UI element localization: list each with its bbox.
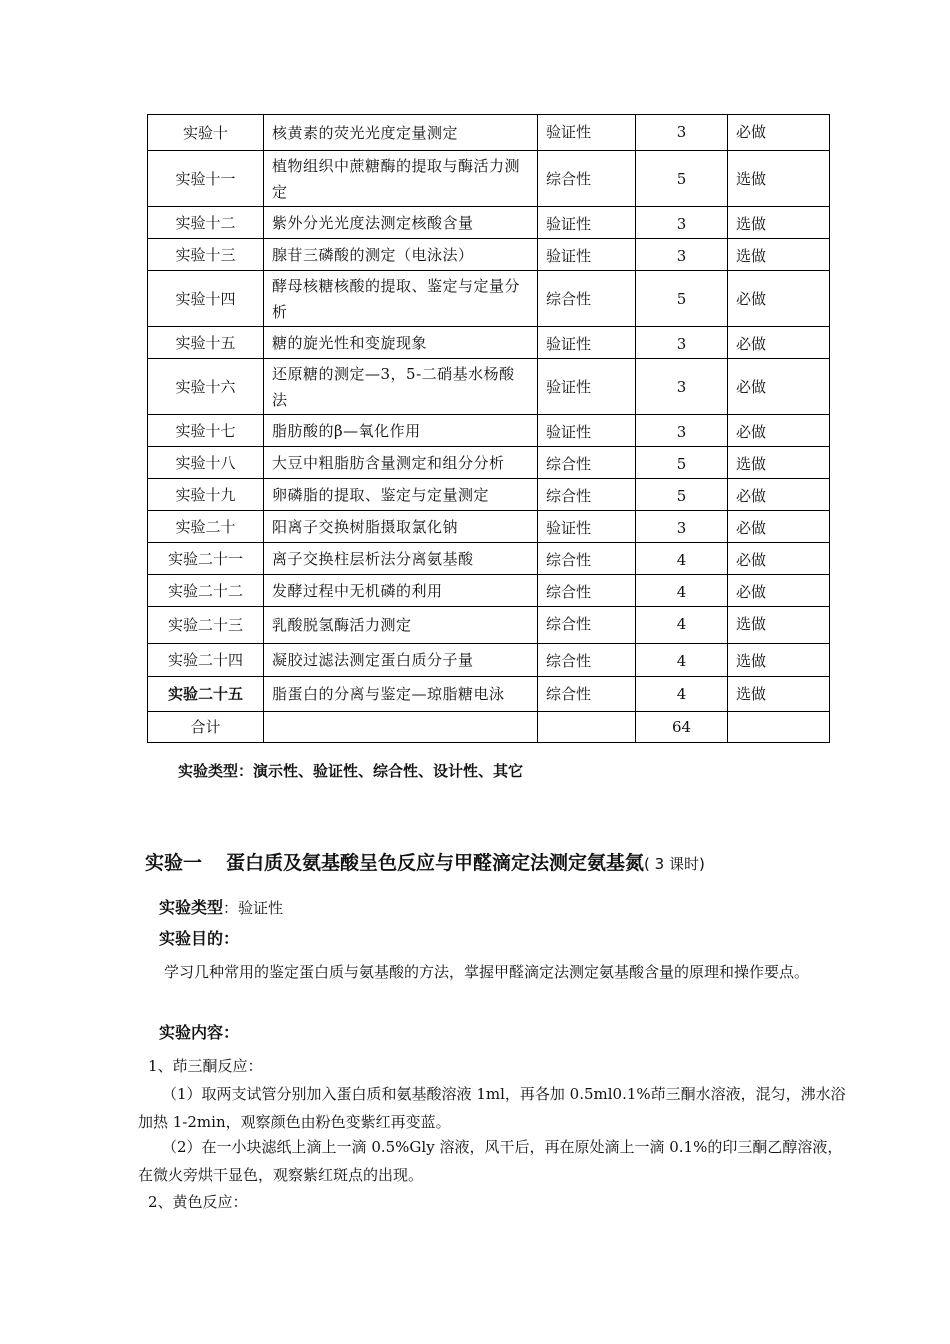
exp-requirement: 选做: [728, 447, 830, 479]
exp-hours: 3: [636, 327, 728, 359]
exp-hours: 4: [636, 575, 728, 607]
exp-name: 发酵过程中无机磷的利用: [264, 575, 538, 607]
exp-name: 腺苷三磷酸的测定（电泳法）: [264, 239, 538, 271]
exp-requirement: 必做: [728, 115, 830, 151]
exp-hours: 5: [636, 479, 728, 511]
exp-number: 实验二十: [148, 511, 264, 543]
table-total-row: [148, 712, 830, 743]
table-row: [148, 543, 830, 575]
exp-requirement: 必做: [728, 415, 830, 447]
total-empty-cell: [728, 712, 830, 743]
exp-hours: 5: [636, 151, 728, 207]
exp-requirement: 选做: [728, 207, 830, 239]
experiment-type-line: [159, 894, 283, 922]
section-title: [145, 848, 705, 875]
exp-hours: 3: [636, 359, 728, 415]
content-item-1-step-1: （1）取两支试管分别加入蛋白质和氨基酸溶液 1ml，再各加 0.5ml0.1%茚三酮水溶液，混匀，沸水浴加热 1-2min，观察颜色由粉色变紫红再变蓝。: [138, 1085, 846, 1131]
exp-hours: 4: [636, 543, 728, 575]
exp-name: 紫外分光光度法测定核酸含量: [264, 207, 538, 239]
exp-number: 实验十五: [148, 327, 264, 359]
exp-type: 验证性: [538, 511, 636, 543]
table-row: [148, 239, 830, 271]
table-row: [148, 607, 830, 644]
exp-type: 综合性: [538, 677, 636, 712]
total-label: 合计: [148, 712, 264, 743]
experiment-table: [147, 114, 830, 743]
exp-requirement: 必做: [728, 271, 830, 327]
exp-number: 实验十: [148, 115, 264, 151]
exp-hours: 3: [636, 415, 728, 447]
table-row: [148, 151, 830, 207]
table-row: [148, 271, 830, 327]
exp-type: 综合性: [538, 644, 636, 677]
exp-requirement: 选做: [728, 239, 830, 271]
exp-hours: 4: [636, 644, 728, 677]
table-row: [148, 415, 830, 447]
exp-name: 脂蛋白的分离与鉴定—琼脂糖电泳: [264, 677, 538, 712]
total-hours: 64: [636, 712, 728, 743]
exp-number: 实验十四: [148, 271, 264, 327]
content-item-1: 1、茚三酮反应：: [148, 1057, 263, 1075]
exp-name: 离子交换柱层析法分离氨基酸: [264, 543, 538, 575]
exp-type: 验证性: [538, 115, 636, 151]
exp-type: 综合性: [538, 479, 636, 511]
exp-number: 实验二十四: [148, 644, 264, 677]
exp-name: 酵母核糖核酸的提取、鉴定与定量分析: [264, 271, 538, 327]
exp-name: 核黄素的荧光光度定量测定: [264, 115, 538, 151]
exp-hours: 3: [636, 511, 728, 543]
exp-requirement: 必做: [728, 327, 830, 359]
exp-type: 验证性: [538, 359, 636, 415]
exp-type: 验证性: [538, 415, 636, 447]
content-item-2: 2、黄色反应：: [148, 1193, 248, 1211]
table-row: [148, 447, 830, 479]
exp-number: 实验十八: [148, 447, 264, 479]
exp-requirement: 必做: [728, 575, 830, 607]
exp-requirement: 选做: [728, 677, 830, 712]
exp-name: 植物组织中蔗糖酶的提取与酶活力测定: [264, 151, 538, 207]
exp-name: 乳酸脱氢酶活力测定: [264, 607, 538, 644]
exp-type: 综合性: [538, 543, 636, 575]
exp-requirement: 必做: [728, 511, 830, 543]
exp-type: 综合性: [538, 447, 636, 479]
exp-requirement: 选做: [728, 644, 830, 677]
exp-type: 综合性: [538, 151, 636, 207]
experiment-table-body: [148, 115, 830, 743]
exp-requirement: 必做: [728, 543, 830, 575]
exp-number: 实验二十二: [148, 575, 264, 607]
experiment-type-value: ：验证性: [223, 899, 284, 917]
exp-number: 实验十二: [148, 207, 264, 239]
total-empty-cell: [264, 712, 538, 743]
table-row: [148, 115, 830, 151]
exp-hours: 5: [636, 271, 728, 327]
total-empty-cell: [538, 712, 636, 743]
exp-type: 验证性: [538, 239, 636, 271]
table-row: [148, 359, 830, 415]
table-row: [148, 511, 830, 543]
experiment-content-label: 实验内容：: [159, 1023, 240, 1042]
exp-hours: 5: [636, 447, 728, 479]
exp-number: 实验十一: [148, 151, 264, 207]
exp-hours: 3: [636, 207, 728, 239]
experiment-purpose-label: 实验目的：: [159, 929, 240, 948]
exp-name: 阳离子交换树脂摄取氯化钠: [264, 511, 538, 543]
exp-number: 实验二十三: [148, 607, 264, 644]
exp-hours: 4: [636, 677, 728, 712]
section-title-text: 蛋白质及氨基酸呈色反应与甲醛滴定法测定氨基氮: [226, 852, 645, 874]
exp-requirement: 必做: [728, 359, 830, 415]
exp-hours: 3: [636, 115, 728, 151]
exp-requirement: 选做: [728, 151, 830, 207]
experiment-purpose-text: 学习几种常用的鉴定蛋白质与氨基酸的方法，掌握甲醛滴定法测定氨基酸含量的原理和操作要点。: [164, 963, 810, 981]
exp-name: 凝胶过滤法测定蛋白质分子量: [264, 644, 538, 677]
exp-name: 卵磷脂的提取、鉴定与定量测定: [264, 479, 538, 511]
exp-name: 糖的旋光性和变旋现象: [264, 327, 538, 359]
exp-number: 实验二十五: [148, 677, 264, 712]
table-row: [148, 644, 830, 677]
exp-number: 实验二十一: [148, 543, 264, 575]
content-item-1-step-2: （2）在一小块滤纸上滴上一滴 0.5%Gly 溶液，风干后，再在原处滴上一滴 0.1%的印三酮乙醇溶液，在微火旁烘干显色，观察紫红斑点的出现。: [138, 1138, 843, 1184]
section-title-number: 实验一: [145, 852, 203, 874]
exp-number: 实验十六: [148, 359, 264, 415]
section-title-hours: ( 3 课时): [644, 855, 705, 873]
exp-requirement: 选做: [728, 607, 830, 644]
table-row: [148, 327, 830, 359]
table-row: [148, 479, 830, 511]
experiment-types-note: 实验类型：演示性、验证性、综合性、设计性、其它: [178, 762, 524, 780]
exp-name: 脂肪酸的β—氧化作用: [264, 415, 538, 447]
exp-hours: 4: [636, 607, 728, 644]
exp-number: 实验十九: [148, 479, 264, 511]
exp-number: 实验十三: [148, 239, 264, 271]
exp-hours: 3: [636, 239, 728, 271]
exp-requirement: 必做: [728, 479, 830, 511]
exp-name: 大豆中粗脂肪含量测定和组分分析: [264, 447, 538, 479]
exp-type: 验证性: [538, 327, 636, 359]
exp-name: 还原糖的测定—3，5-二硝基水杨酸法: [264, 359, 538, 415]
experiment-type-label: 实验类型: [159, 898, 224, 917]
exp-number: 实验十七: [148, 415, 264, 447]
table-row: [148, 207, 830, 239]
table-row: [148, 677, 830, 712]
exp-type: 验证性: [538, 207, 636, 239]
table-row: [148, 575, 830, 607]
exp-type: 综合性: [538, 607, 636, 644]
exp-type: 综合性: [538, 575, 636, 607]
exp-type: 综合性: [538, 271, 636, 327]
